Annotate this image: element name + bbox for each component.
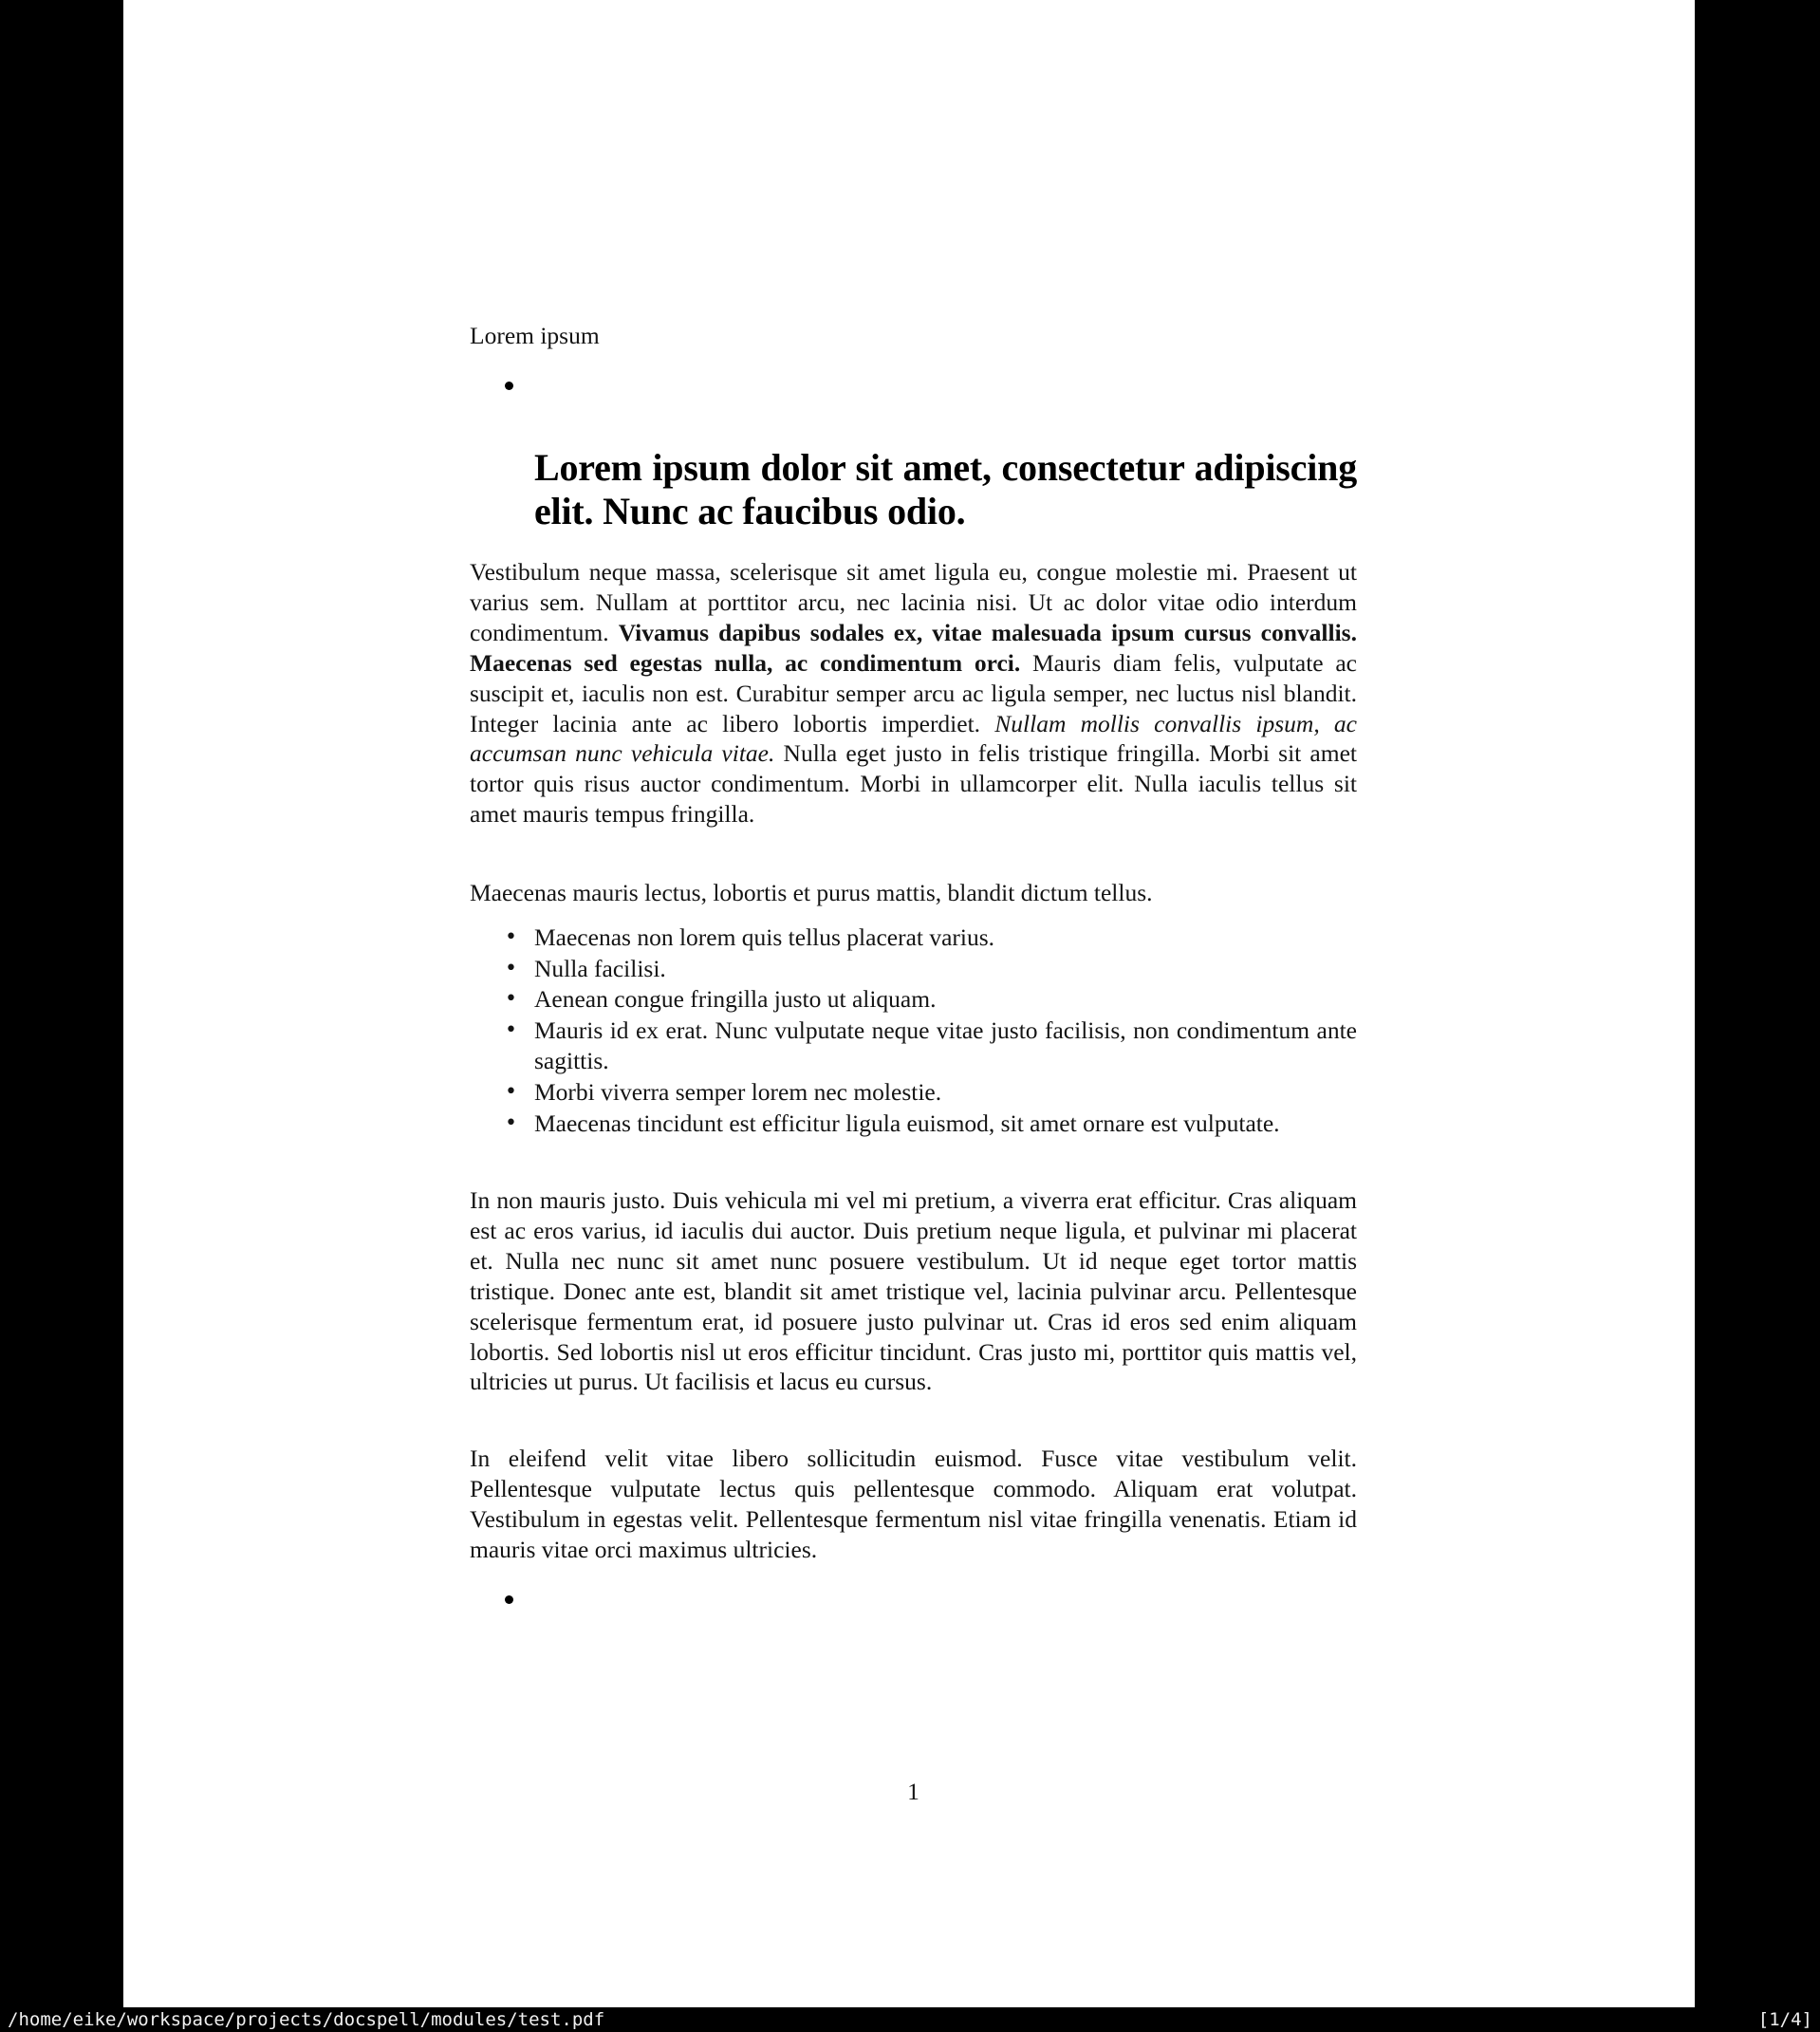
intro-text: Lorem ipsum: [470, 322, 600, 349]
list-item-text: Maecenas non lorem quis tellus placerat varius.: [534, 923, 995, 951]
bullet-icon: •: [505, 1110, 517, 1135]
bullet-icon: [505, 382, 513, 390]
paragraph-segment-italic: Nullam mollis convallis ipsum, ac accumsan nunc vehicula vitae.: [470, 709, 1357, 768]
list-item: [505, 1077, 1357, 1109]
page-number: 1: [907, 1778, 919, 1805]
list-item: [505, 954, 1357, 985]
paragraph: In eleifend velit vitae libero sollicitudin euismod. Fusce vitae vestibulum velit. Pellentesque vulputate lectus quis pellentesque commodo. Aliquam erat volutpat. Vestibulum in egestas velit. Pellentesque fermentum nisl vitae fringilla venenatis. Etiam id mauris vitae orci maximus ultricies.: [470, 1445, 1357, 1563]
page-indicator: [1/4]: [1757, 2009, 1812, 2030]
paragraph: Maecenas mauris lectus, lobortis et purus mattis, blandit dictum tellus.: [470, 879, 1153, 906]
paragraph-segment-normal: Vestibulum neque massa, scelerisque sit amet ligula eu, congue molestie mi. Praesent ut varius sem. Nullam at porttitor arcu, nec lacinia nisi. Ut ac dolor vitae odio interdum condimentum.: [470, 558, 1357, 646]
bullet-icon: •: [505, 1079, 517, 1104]
list-item-text: Maecenas tincidunt est efficitur ligula euismod, sit amet ornare est vulputate.: [534, 1109, 1280, 1137]
list-item-text: Morbi viverra semper lorem nec molestie.: [534, 1077, 942, 1106]
list-item: [505, 1109, 1357, 1140]
bullet-icon: •: [505, 925, 517, 949]
list-item: [505, 984, 1357, 1016]
list-item-text: Mauris id ex erat. Nunc vulputate neque vitae justo facilisis, non condimentum ante sagittis.: [534, 1016, 1357, 1075]
list-item: [505, 923, 1357, 954]
paragraph: [470, 557, 1357, 830]
list-item-text: Aenean congue fringilla justo ut aliquam.: [534, 985, 937, 1014]
bullet-icon: •: [505, 1017, 517, 1042]
list-item: [505, 1016, 1357, 1077]
document-page[interactable]: [123, 0, 1695, 2007]
bullet-list: [505, 923, 1357, 1139]
section-heading: Lorem ipsum dolor sit amet, consectetur adipiscing elit. Nunc ac faucibus odio.: [534, 446, 1357, 532]
paragraph-segment-normal: Nulla eget justo in felis tristique fringilla. Morbi sit amet tortor quis risus auctor condimentum. Morbi in ullamcorper elit. Nulla iaculis tellus sit amet mauris tempus fringilla.: [470, 739, 1357, 829]
bullet-icon: •: [505, 956, 517, 980]
paragraph-segment-normal: Mauris diam felis, vulputate ac suscipit et, iaculis non est. Curabitur semper arcu ac ligula semper, nec luctus nisl blandit. Integer lacinia ante ac libero lobortis imperdiet.: [470, 648, 1357, 737]
paragraph-segment-bold: Vivamus dapibus sodales ex, vitae malesuada ipsum cursus convallis. Maecenas sed egestas nulla, ac condimentum orci.: [470, 618, 1357, 677]
bullet-icon: •: [505, 987, 517, 1012]
list-item-text: Nulla facilisi.: [534, 954, 666, 982]
file-path: /home/eike/workspace/projects/docspell/modules/test.pdf: [8, 2009, 605, 2030]
status-bar: [0, 2007, 1820, 2032]
paragraph: In non mauris justo. Duis vehicula mi vel mi pretium, a viverra erat efficitur. Cras aliquam est ac eros varius, id iaculis dui auctor. Duis pretium neque ligula, et pulvinar mi placerat et. Nulla nec nunc sit amet nunc posuere vestibulum. Ut id neque eget tortor mattis tristique. Donec ante est, blandit sit amet tristique vel, lacinia pulvinar arcu. Pellentesque scelerisque fermentum erat, id posuere justo pulvinar ut. Cras id eros sed enim aliquam lobortis. Sed lobortis nisl ut eros efficitur tincidunt. Cras justo mi, porttitor quis mattis vel, ultricies ut purus. Ut facilisis et lacus eu cursus.: [470, 1186, 1357, 1396]
bullet-icon: [505, 1595, 513, 1604]
